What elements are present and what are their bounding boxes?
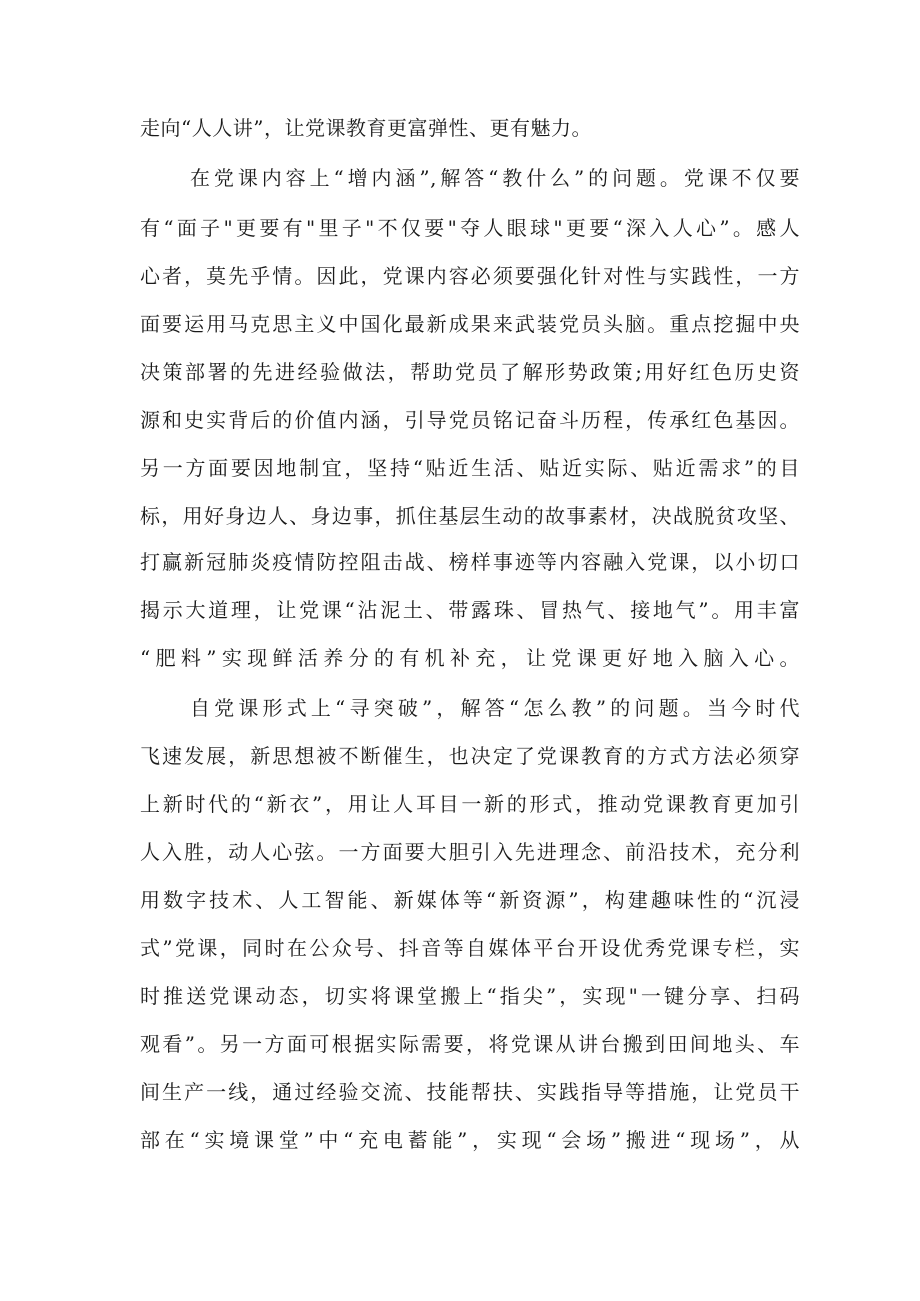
paragraph-3-line-7: 时推送党课动态，切实将课堂搬上“指尖”，实现"一键分享、扫码 xyxy=(140,984,800,1008)
paragraph-3-line-5: 用数字技术、人工智能、新媒体等“新资源”，构建趣味性的“沉浸 xyxy=(140,888,800,912)
paragraph-3-line-9: 间生产一线，通过经验交流、技能帮扶、实践指导等措施，让党员干 xyxy=(140,1080,800,1104)
paragraph-3-line-3: 上新时代的“新衣”，用让人耳目一新的形式，推动党课教育更加引 xyxy=(140,792,800,816)
paragraph-2-line-2: 有“面子"更要有"里子"不仅要"夺人眼球"更要“深入人心”。感人 xyxy=(140,216,800,240)
paragraph-2-line-11: “肥料”实现鲜活养分的有机补充，让党课更好地入脑入心。 xyxy=(140,646,800,670)
paragraph-2-line-10: 揭示大道理，让党课“沾泥土、带露珠、冒热气、接地气”。用丰富 xyxy=(140,598,800,622)
paragraph-3-line-6: 式”党课，同时在公众号、抖音等自媒体平台开设优秀党课专栏，实 xyxy=(140,936,800,960)
paragraph-3-line-1: 自党课形式上“寻突破”，解答“怎么教”的问题。当今时代 xyxy=(190,696,800,720)
paragraph-2-line-9: 打赢新冠肺炎疫情防控阻击战、榜样事迹等内容融入党课，以小切口 xyxy=(140,550,800,574)
paragraph-2-line-1: 在党课内容上“增内涵”,解答“教什么”的问题。党课不仅要 xyxy=(190,166,800,190)
paragraph-2-line-5: 决策部署的先进经验做法，帮助党员了解形势政策;用好红色历史资 xyxy=(140,360,800,384)
paragraph-3-line-4: 人入胜，动人心弦。一方面要大胆引入先进理念、前沿技术，充分利 xyxy=(140,840,800,864)
paragraph-2-line-8: 标，用好身边人、身边事，抓住基层生动的故事素材，决战脱贫攻坚、 xyxy=(140,504,800,528)
paragraph-2-line-3: 心者，莫先乎情。因此，党课内容必须要强化针对性与实践性，一方 xyxy=(140,264,800,288)
paragraph-3-line-2: 飞速发展，新思想被不断催生，也决定了党课教育的方式方法必须穿 xyxy=(140,744,800,768)
paragraph-2-line-6: 源和史实背后的价值内涵，引导党员铭记奋斗历程，传承红色基因。 xyxy=(140,408,800,432)
paragraph-2-line-4: 面要运用马克思主义中国化最新成果来武装党员头脑。重点挖掘中央 xyxy=(140,312,800,336)
paragraph-2-line-7: 另一方面要因地制宜，坚持“贴近生活、贴近实际、贴近需求”的目 xyxy=(140,456,800,480)
paragraph-1-line-1: 走向“人人讲”，让党课教育更富弹性、更有魅力。 xyxy=(140,116,592,140)
paragraph-3-line-8: 观看”。另一方面可根据实际需要，将党课从讲台搬到田间地头、车 xyxy=(140,1032,800,1056)
paragraph-3-line-10: 部在“实境课堂”中“充电蓄能”，实现“会场”搬进“现场”，从 xyxy=(140,1128,800,1152)
